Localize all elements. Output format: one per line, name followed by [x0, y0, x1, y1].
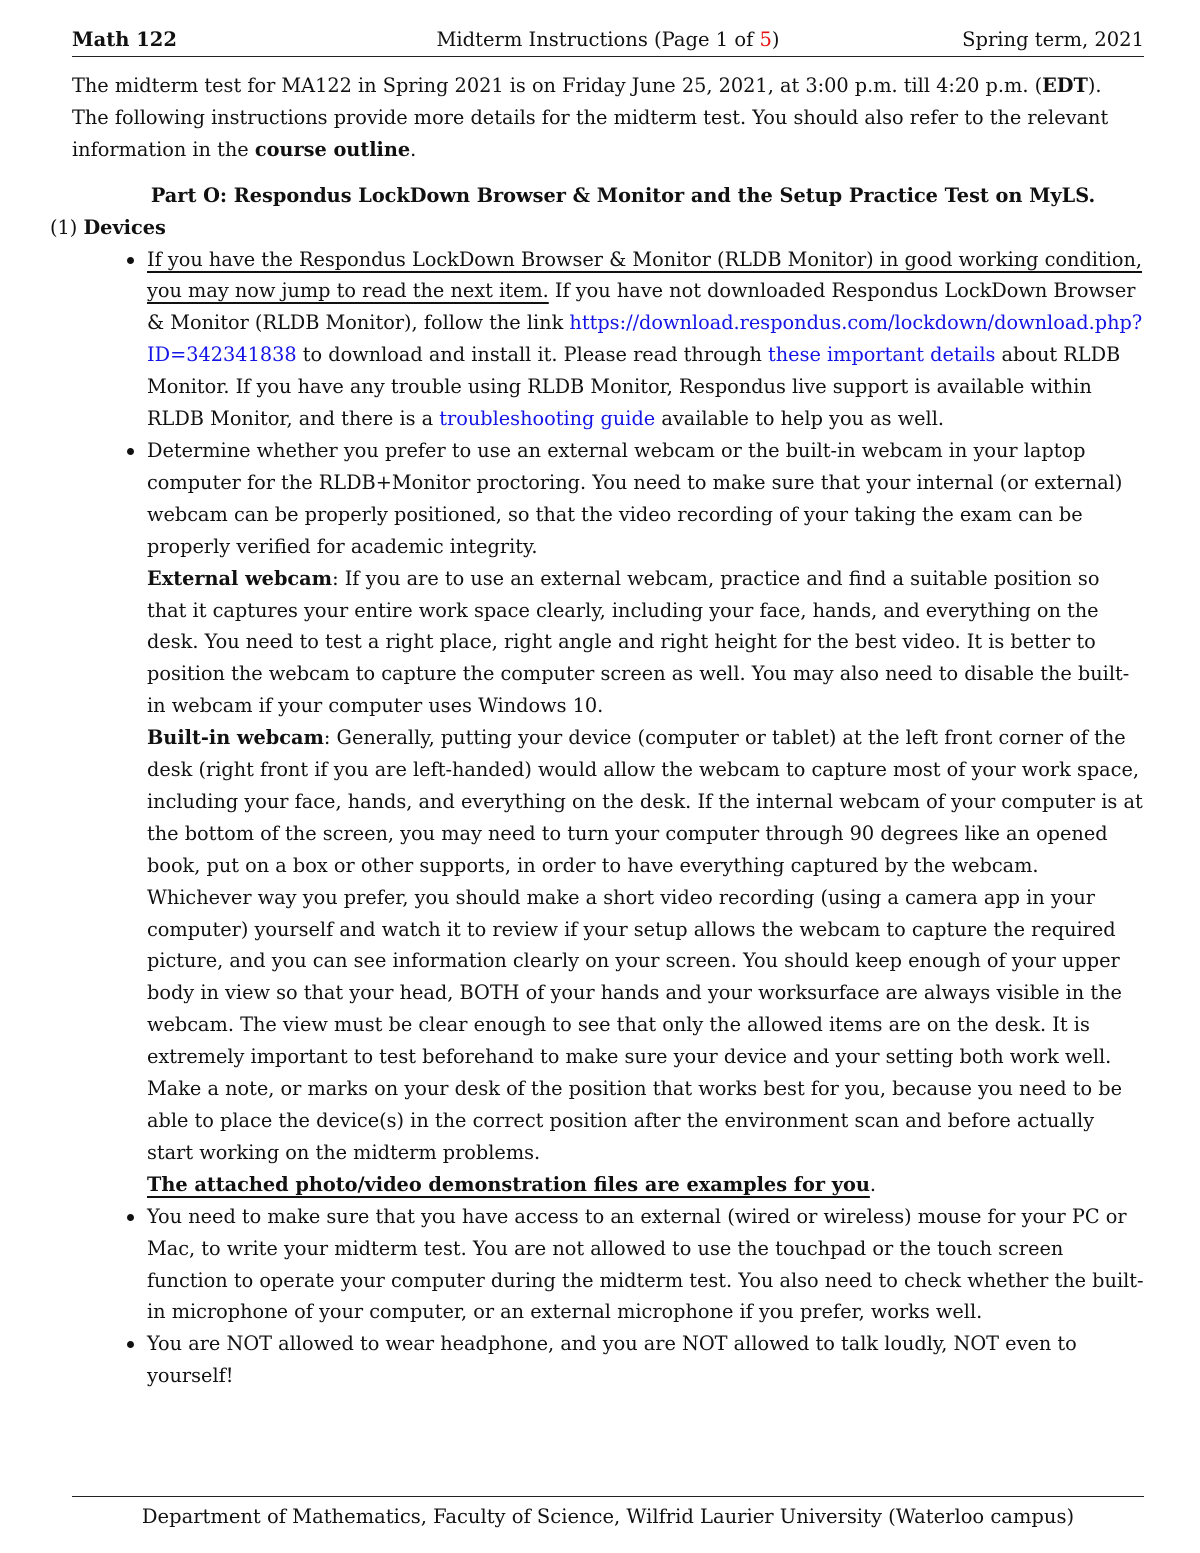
list-item — [147, 1328, 1144, 1392]
intro-edt: EDT — [1042, 74, 1088, 97]
attached-files-paragraph — [147, 1169, 1144, 1201]
page-footer: Department of Mathematics, Faculty of Science, Wilfrid Laurier University (Waterloo campus) — [72, 1496, 1144, 1528]
part0-heading: Part O: Respondus LockDown Browser & Monitor and the Setup Practice Test on MyLS. — [150, 183, 1096, 207]
term-label: Spring term, 2021 — [962, 28, 1144, 51]
bullet1-text3: about RLDB Monitor. If you have any trouble using RLDB Monitor, Respondus live support is available within RLDB Monitor, and there is a — [147, 343, 1121, 431]
course-code: Math 122 — [72, 28, 177, 51]
intro-text-1: The midterm test for MA122 in Spring 2021 is on Friday June 25, 2021, at 3:00 p.m. till 4:20 p.m. ( — [72, 74, 1043, 97]
webcam-intro: Determine whether you prefer to use an external webcam or the built-in webcam in your laptop computer for the RLDB+Monitor proctoring. You need to make sure that your internal (or external) webcam can be properly positioned, so that the video recording of your taking the exam can be properly verified for academic integrity. — [147, 438, 1123, 558]
bullet1-text4: available to help you as well. — [655, 407, 944, 431]
devices-title: Devices — [83, 215, 166, 239]
page-title-text: Midterm Instructions (Page 1 of — [436, 28, 760, 51]
important-details-link[interactable]: these important details — [768, 343, 996, 367]
page-title-close: ) — [771, 28, 780, 51]
builtin-webcam-paragraph — [147, 722, 1144, 882]
intro-text-2: ). The following instructions provide more details for the midterm test. You should also refer to the relevant information in the — [72, 74, 1109, 161]
external-webcam-label: External webcam — [147, 566, 333, 590]
respondus-download-link[interactable]: https://download.respondus.com/lockdown/download.php?ID=342341838 — [147, 311, 1143, 367]
page-header — [72, 26, 1144, 57]
troubleshooting-guide-link[interactable]: troubleshooting guide — [439, 407, 656, 431]
bullet-icon — [127, 1214, 134, 1221]
headphone-rule-text: You are NOT allowed to wear headphone, and you are NOT allowed to talk loudly, NOT even to yourself! — [147, 1332, 1077, 1388]
devices-list — [72, 244, 1144, 1393]
attached-files-end: . — [869, 1172, 877, 1196]
external-webcam-paragraph — [147, 563, 1144, 723]
bullet-icon — [127, 1341, 134, 1348]
builtin-webcam-text: : Generally, putting your device (computer or tablet) at the left front corner of the desk (right front if you are left-handed) would allow the webcam to capture most of your work space, including your face, hands, and everything on the desk. If the internal webcam of your computer is at the bottom of the screen, you may need to turn your computer through 90 degrees like an opened book, put on a box or other supports, in order to have everything captured by the webcam. — [147, 726, 1143, 877]
intro-end: . — [410, 137, 417, 161]
list-item — [147, 435, 1144, 1201]
bullet-icon — [127, 257, 134, 264]
whichever-paragraph: Whichever way you prefer, you should make a short video recording (using a camera app in your computer) yourself and watch it to review if your setup allows the webcam to capture the required picture, and you can see information clearly on your screen. You should keep enough of your upper body in view so that your head, BOTH of your hands and your worksurface are always visible in the webcam. The view must be clear enough to see that only the allowed items are on the desk. It is extremely important to test beforehand to make sure your device and your setting both work well. Make a note, or marks on your desk of the position that works best for you, because you need to be able to place the device(s) in the correct position after the environment scan and before actually start working on the midterm problems. — [147, 885, 1122, 1164]
document-body — [50, 70, 1144, 1392]
attached-files-note: The attached photo/video demonstration files are examples for you — [147, 1172, 870, 1196]
total-pages-link[interactable]: 5 — [759, 28, 772, 51]
mouse-requirement-text: You need to make sure that you have access to an external (wired or wireless) mouse for your PC or Mac, to write your midterm test. You are not allowed to use the touchpad or the touch screen function to operate your computer during the midterm test. You also need to check whether the built-in microphone of your computer, or an external microphone if you prefer, works well. — [147, 1204, 1144, 1324]
course-outline-link[interactable]: course outline — [254, 137, 411, 161]
bullet1-text2: to download and install it. Please read through — [296, 343, 768, 367]
bullet1-text1: If you have not downloaded Respondus LockDown Browser & Monitor (RLDB Monitor), follow the link — [147, 279, 1136, 335]
external-webcam-text: : If you are to use an external webcam, practice and find a suitable position so that it captures your entire work space clearly, including your face, hands, and everything on the desk. You need to test a right place, right angle and right height for the best video. It is better to position the webcam to capture the computer screen as well. You may also need to disable the built-in webcam if your computer uses Windows 10. — [147, 566, 1130, 718]
list-item — [147, 244, 1144, 435]
devices-heading — [50, 212, 1144, 244]
list-item — [147, 1201, 1144, 1329]
devices-number: (1) — [50, 215, 78, 239]
bullet-icon — [127, 448, 134, 455]
intro-paragraph — [72, 70, 1144, 166]
bullet1-underlined-text: If you have the Respondus LockDown Browser & Monitor (RLDB Monitor) in good working condition, you may now jump to read the next item. — [147, 247, 1143, 303]
builtin-webcam-label: Built-in webcam — [147, 726, 324, 750]
